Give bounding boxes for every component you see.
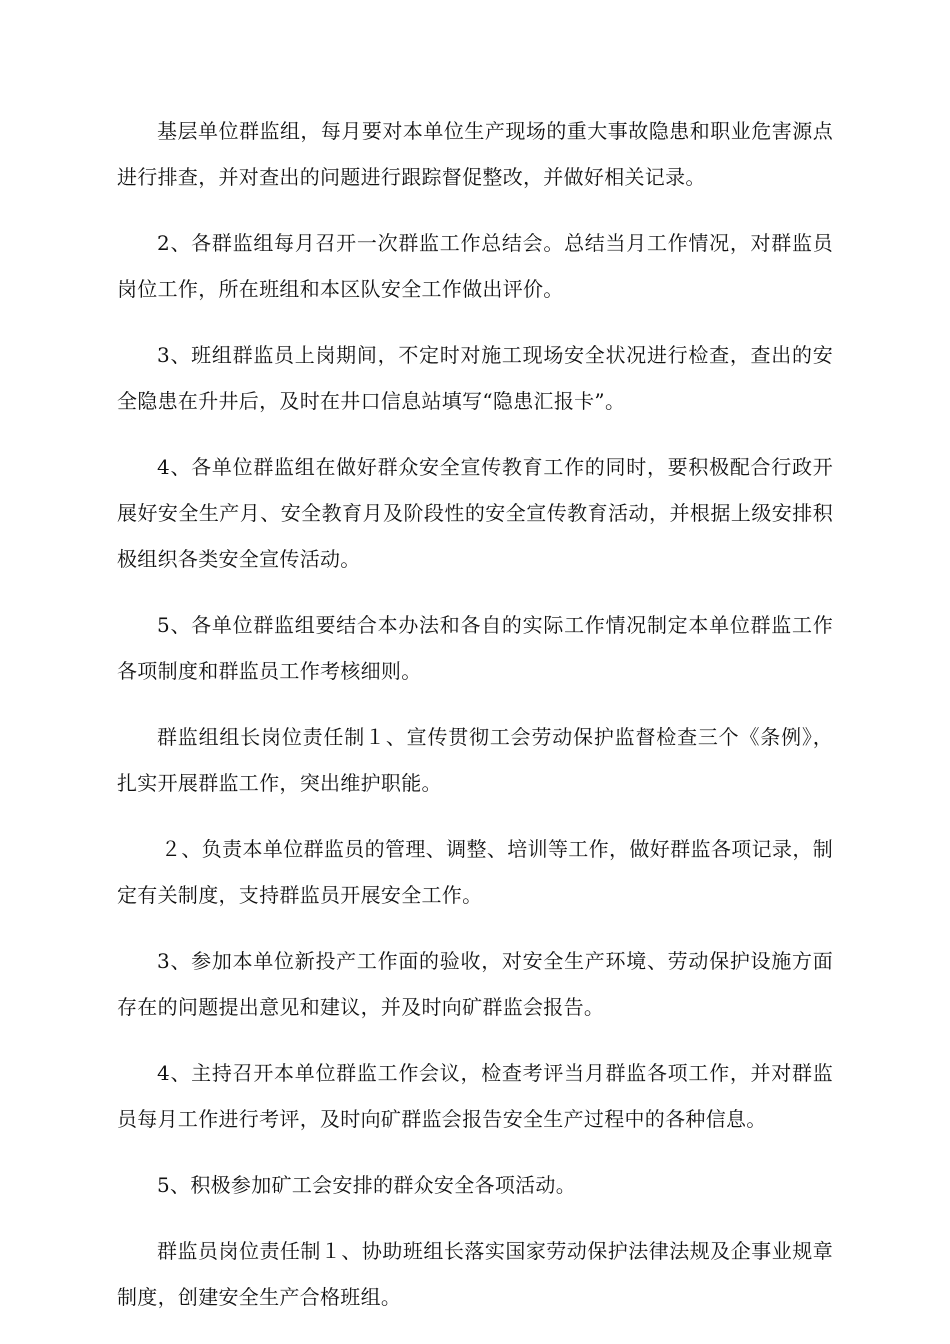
paragraph-4: 4、各单位群监组在做好群众安全宣传教育工作的同时，要积极配合行政开展好安全生产月、安全教育月及阶段性的安全宣传教育活动，并根据上级安排积极组织各类安全宣传活动。 <box>117 455 833 571</box>
paragraph-8: 3、参加本单位新投产工作面的验收，对安全生产环境、劳动保护设施方面存在的问题提出意见和建议，并及时向矿群监会报告。 <box>117 949 833 1019</box>
paragraph-1: 基层单位群监组，每月要对本单位生产现场的重大事故隐患和职业危害源点进行排查，并对查出的问题进行跟踪督促整改，并做好相关记录。 <box>117 119 833 189</box>
paragraph-6: 群监组组长岗位责任制１、宣传贯彻工会劳动保护监督检查三个《条例》，扎实开展群监工作，突出维护职能。 <box>117 725 833 795</box>
paragraph-11: 群监员岗位责任制１、协助班组长落实国家劳动保护法律法规及企事业规章制度，创建安全生产合格班组。 <box>117 1239 833 1309</box>
paragraph-7: ２、负责本单位群监员的管理、调整、培训等工作，做好群监各项记录，制定有关制度，支持群监员开展安全工作。 <box>117 837 833 907</box>
paragraph-9: 4、主持召开本单位群监工作会议，检查考评当月群监各项工作，并对群监员每月工作进行考评，及时向矿群监会报告安全生产过程中的各种信息。 <box>117 1061 833 1131</box>
paragraph-10: 5、积极参加矿工会安排的群众安全各项活动。 <box>157 1173 577 1197</box>
document-body <box>117 108 833 1340</box>
paragraph-3: 3、班组群监员上岗期间，不定时对施工现场安全状况进行检查，查出的安全隐患在升井后，及时在井口信息站填写“隐患汇报卡”。 <box>117 343 833 413</box>
paragraph-2: 2、各群监组每月召开一次群监工作总结会。总结当月工作情况，对群监员岗位工作，所在班组和本区队安全工作做出评价。 <box>117 231 833 301</box>
paragraph-5: 5、各单位群监组要结合本办法和各自的实际工作情况制定本单位群监工作各项制度和群监员工作考核细则。 <box>117 613 833 683</box>
